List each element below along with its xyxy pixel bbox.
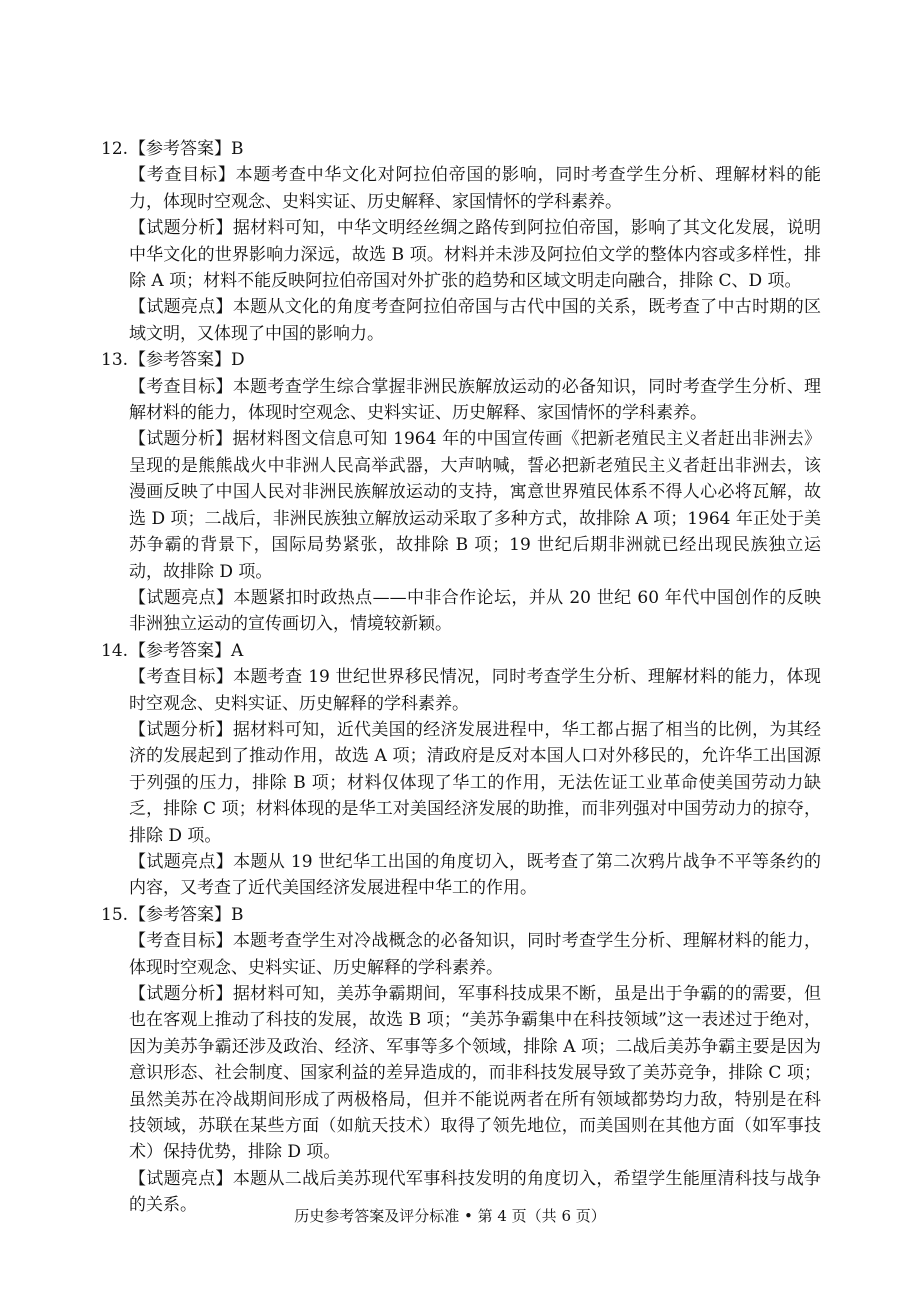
section-label: 【试题分析】 [129, 984, 233, 1004]
highlight-section [129, 849, 821, 902]
question-number: 12. [101, 139, 129, 159]
section-label: 【考查目标】 [129, 667, 234, 688]
section-text: 本题从 19 世纪华工出国的角度切入，既考查了第二次鸦片战争不平等条约的内容，又考查了近代美国经济发展进程中华工的作用。 [129, 851, 821, 899]
question-number: 15. [101, 904, 129, 925]
section-text: 本题紧扣时政热点——中非合作论坛，并从 20 世纪 60 年代中国创作的反映非洲独立运动的宣传画切入，情境较新颖。 [129, 587, 821, 635]
section-text: 本题考查学生对冷战概念的必备知识，同时考查学生分析、理解材料的能力，体现时空观念、史料实证、历史解释的学科素养。 [129, 931, 822, 978]
highlight-section [129, 585, 821, 638]
section-label: 【试题分析】 [129, 218, 233, 239]
objective-section [129, 664, 821, 717]
question-number: 13. [101, 350, 129, 371]
answer-value: A [231, 640, 244, 661]
answer-document [101, 136, 821, 1219]
section-text: 本题考查 19 世纪世界移民情况，同时考查学生分析、理解材料的能力，体现时空观念、史料实证、历史解释的学科素养。 [129, 667, 821, 714]
analysis-section [129, 426, 821, 584]
section-text: 据材料可知，美苏争霸期间，军事科技成果不断，虽是出于争霸的的需要，但也在客观上推动了科技的发展，故选 B 项；“美苏争霸集中在科技领域”这一表述过于绝对，因为美苏争霸还涉及政治、经济、军事等多个领域，排除 A 项；二战后美苏争霸主要是因为意识形态、社会制度、国家利益的差异造成的，而非科技发展导致了美苏竞争，排除 C 项；虽然美苏在冷战期间形成了两极格局，但并不能说两者在所有领域都势均力敌，特别是在科技领域，苏联在某些方面（如航天技术）取得了领先地位，而美国则在其他方面（如军事技术）保持优势，排除 D 项。 [129, 984, 822, 1163]
highlight-section [129, 294, 821, 347]
section-label: 【试题分析】 [129, 429, 233, 450]
page-footer: 历史参考答案及评分标准 • 第 4 页（共 6 页） [294, 1207, 606, 1225]
section-text: 据材料图文信息可知 1964 年的中国宣传画《把新老殖民主义者赶出非洲去》呈现的是熊熊战火中非洲人民高举武器，大声呐喊，誓必把新老殖民主义者赶出非洲去，该漫画反映了中国人民对非洲民族解放运动的支持，寓意世界殖民体系不得人心必将瓦解，故选 D 项；二战后，非洲民族独立解放运动采取了多种方式，故排除 A 项；1964 年正处于美苏争霸的背景下，国际局势紧张，故排除 B 项；19 世纪后期非洲就已经出现民族独立运动，故排除 D 项。 [129, 429, 822, 582]
question-12 [101, 136, 821, 347]
analysis-section [129, 215, 821, 294]
question-header [101, 347, 821, 373]
section-label: 【考查目标】 [129, 376, 233, 397]
section-label: 【考查目标】 [129, 931, 233, 952]
answer-label: 【参考答案】 [129, 350, 231, 371]
answer-label: 【参考答案】 [129, 139, 231, 159]
section-text: 本题从二战后美苏现代军事科技发明的角度切入，希望学生能厘清科技与战争的关系。 [129, 1168, 822, 1216]
section-label: 【试题亮点】 [129, 297, 233, 318]
question-15 [101, 902, 821, 1219]
section-text: 据材料可知，近代美国的经济发展进程中，华工都占据了相当的比例，为其经济的发展起到了推动作用，故选 A 项；清政府是反对本国人口对外移民的，允许华工出国源于列强的压力，排除 B 项；材料仅体现了华工的作用，无法佐证工业革命使美国劳动力缺乏，排除 C 项；材料体现的是华工对美国经济发展的助推，而非列强对中国劳动力的掠夺，排除 D 项。 [129, 719, 822, 846]
answer-value: D [231, 350, 245, 371]
analysis-section [129, 717, 821, 849]
section-label: 【试题亮点】 [129, 587, 234, 608]
question-number: 14. [101, 640, 129, 661]
answer-value: B [231, 904, 244, 925]
section-text: 据材料可知，中华文明经丝绸之路传到阿拉伯帝国，影响了其文化发展，说明中华文化的世界影响力深远，故选 B 项。材料并未涉及阿拉伯文学的整体内容或多样性，排除 A 项；材料不能反映阿拉伯帝国对外扩张的趋势和区域文明走向融合，排除 C、D 项。 [129, 218, 822, 292]
question-header [101, 902, 821, 928]
answer-label: 【参考答案】 [129, 640, 231, 661]
question-14 [101, 638, 821, 902]
section-label: 【试题分析】 [129, 719, 233, 740]
objective-section [129, 162, 821, 215]
question-13 [101, 347, 821, 637]
section-text: 本题从文化的角度考查阿拉伯帝国与古代中国的关系，既考查了中古时期的区域文明，又体现了中国的影响力。 [129, 297, 822, 344]
section-text: 本题考查中华文化对阿拉伯帝国的影响，同时考查学生分析、理解材料的能力，体现时空观念、史料实证、历史解释、家国情怀的学科素养。 [129, 165, 822, 212]
question-header [101, 136, 821, 162]
section-label: 【考查目标】 [129, 165, 236, 186]
section-label: 【试题亮点】 [129, 1168, 233, 1189]
analysis-section [129, 981, 821, 1166]
question-header [101, 638, 821, 664]
answer-value: B [231, 139, 244, 159]
answer-label: 【参考答案】 [129, 904, 231, 925]
section-label: 【试题亮点】 [129, 851, 234, 872]
objective-section [129, 374, 821, 427]
objective-section [129, 928, 821, 981]
section-text: 本题考查学生综合掌握非洲民族解放运动的必备知识，同时考查学生分析、理解材料的能力，体现时空观念、史料实证、历史解释、家国情怀的学科素养。 [129, 376, 822, 424]
